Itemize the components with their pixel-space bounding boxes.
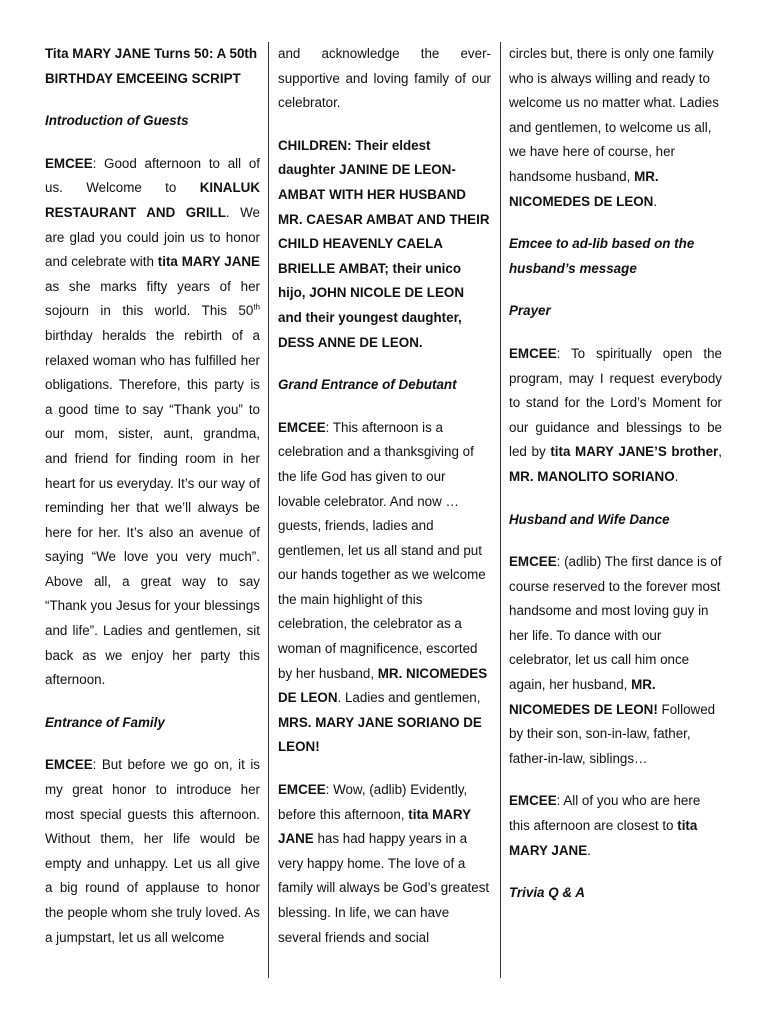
column-divider-1 <box>268 42 269 978</box>
heading-grand-entrance: Grand Entrance of Debutant <box>278 377 457 393</box>
paragraph-happy-home: EMCEE: Wow, (adlib) Evidently, before this afternoon, tita MARY JANE has had happy years in a very happy home. The love of a family will always be God’s greatest blessing. In life, we can have several friends and social <box>278 782 490 945</box>
paragraph-introduce-guests: EMCEE: But before we go on, it is my great honor to introduce her most special guests this afternoon. Without them, her life would be empty and unhappy. Let us all give a big round of applause to honor the people whom she truly loved. As a jumpstart, let us all welcome <box>45 757 260 945</box>
paragraph-closest: EMCEE: All of you who are here this afternoon are closest to tita MARY JANE. <box>509 793 701 858</box>
heading-husband-wife-dance: Husband and Wife Dance <box>509 511 670 527</box>
paragraph-children: CHILDREN: Their eldest daughter JANINE DE LEON-AMBAT WITH HER HUSBAND MR. CAESAR AMBAT AND THEIR CHILD HEAVENLY CAELA BRIELLE AMBAT; their unico hijo, JOHN NICOLE DE LEON and their youngest daughter, DESS ANNE DE LEON. <box>278 137 490 350</box>
column-divider-2 <box>500 42 501 978</box>
paragraph-family-continued: and acknowledge the ever-supportive and loving family of our celebrator. <box>278 46 491 111</box>
paragraph-husband-welcome: circles but, there is only one family who is always willing and ready to welcome us no matter what. Ladies and gentlemen, to welcome us all, we have here of course, her handsome husband, MR. NICOMEDES DE LEON. <box>509 46 719 209</box>
column-1 <box>45 42 260 968</box>
heading-emcee-adlib: Emcee to ad-lib based on the husband’s message <box>509 236 695 276</box>
column-2 <box>278 42 491 968</box>
column-3 <box>509 42 722 924</box>
heading-prayer: Prayer <box>509 303 551 319</box>
heading-trivia: Trivia Q & A <box>509 885 585 901</box>
paragraph-welcome: EMCEE: Good afternoon to all of us. Welcome to KINALUK RESTAURANT AND GRILL. We are glad you could join us to honor and celebrate with tita MARY JANE as she marks fifty years of her sojourn in this world. This 50th birthday heralds the rebirth of a relaxed woman who has fulfilled her obligations. Therefore, this party is a good time to say “Thank you” to our mom, sister, aunt, grandma, and friend for finding room in her heart for us everyday. It’s our way of reminding her that we’ll always be here for her. It’s also an avenue of saying “We love you very much”. Above all, a great way to say “Thank you Jesus for your blessings and life”. Ladies and gentlemen, sit back as we enjoy her party this afternoon. <box>45 155 260 688</box>
heading-introduction-of-guests: Introduction of Guests <box>45 113 189 129</box>
paragraph-grand-entrance: EMCEE: This afternoon is a celebration and a thanksgiving of the life God has given to our lovable celebrator. And now … guests, friends, ladies and gentlemen, let us all stand and put our hands together as we welcome the main highlight of this celebration, the celebrator as a woman of magnificence, escorted by her husband, MR. NICOMEDES DE LEON. Ladies and gentlemen, MRS. MARY JANE SORIANO DE LEON! <box>278 419 488 755</box>
heading-entrance-of-family: Entrance of Family <box>45 714 165 730</box>
paragraph-first-dance: EMCEE: (adlib) The first dance is of course reserved to the forever most handsome and most loving guy in her life. To dance with our celebrator, let us call him once again, her husband, MR. NICOMEDES DE LEON! Followed by their son, son-in-law, father, father-in-law, siblings… <box>509 554 722 766</box>
paragraph-prayer: EMCEE: To spiritually open the program, may I request everybody to stand for the Lord’s Moment for our guidance and blessings to be led by tita MARY JANE’S brother, MR. MANOLITO SORIANO. <box>509 345 722 484</box>
document-title: Tita MARY JANE Turns 50: A 50th BIRTHDAY EMCEEING SCRIPT <box>45 46 258 86</box>
